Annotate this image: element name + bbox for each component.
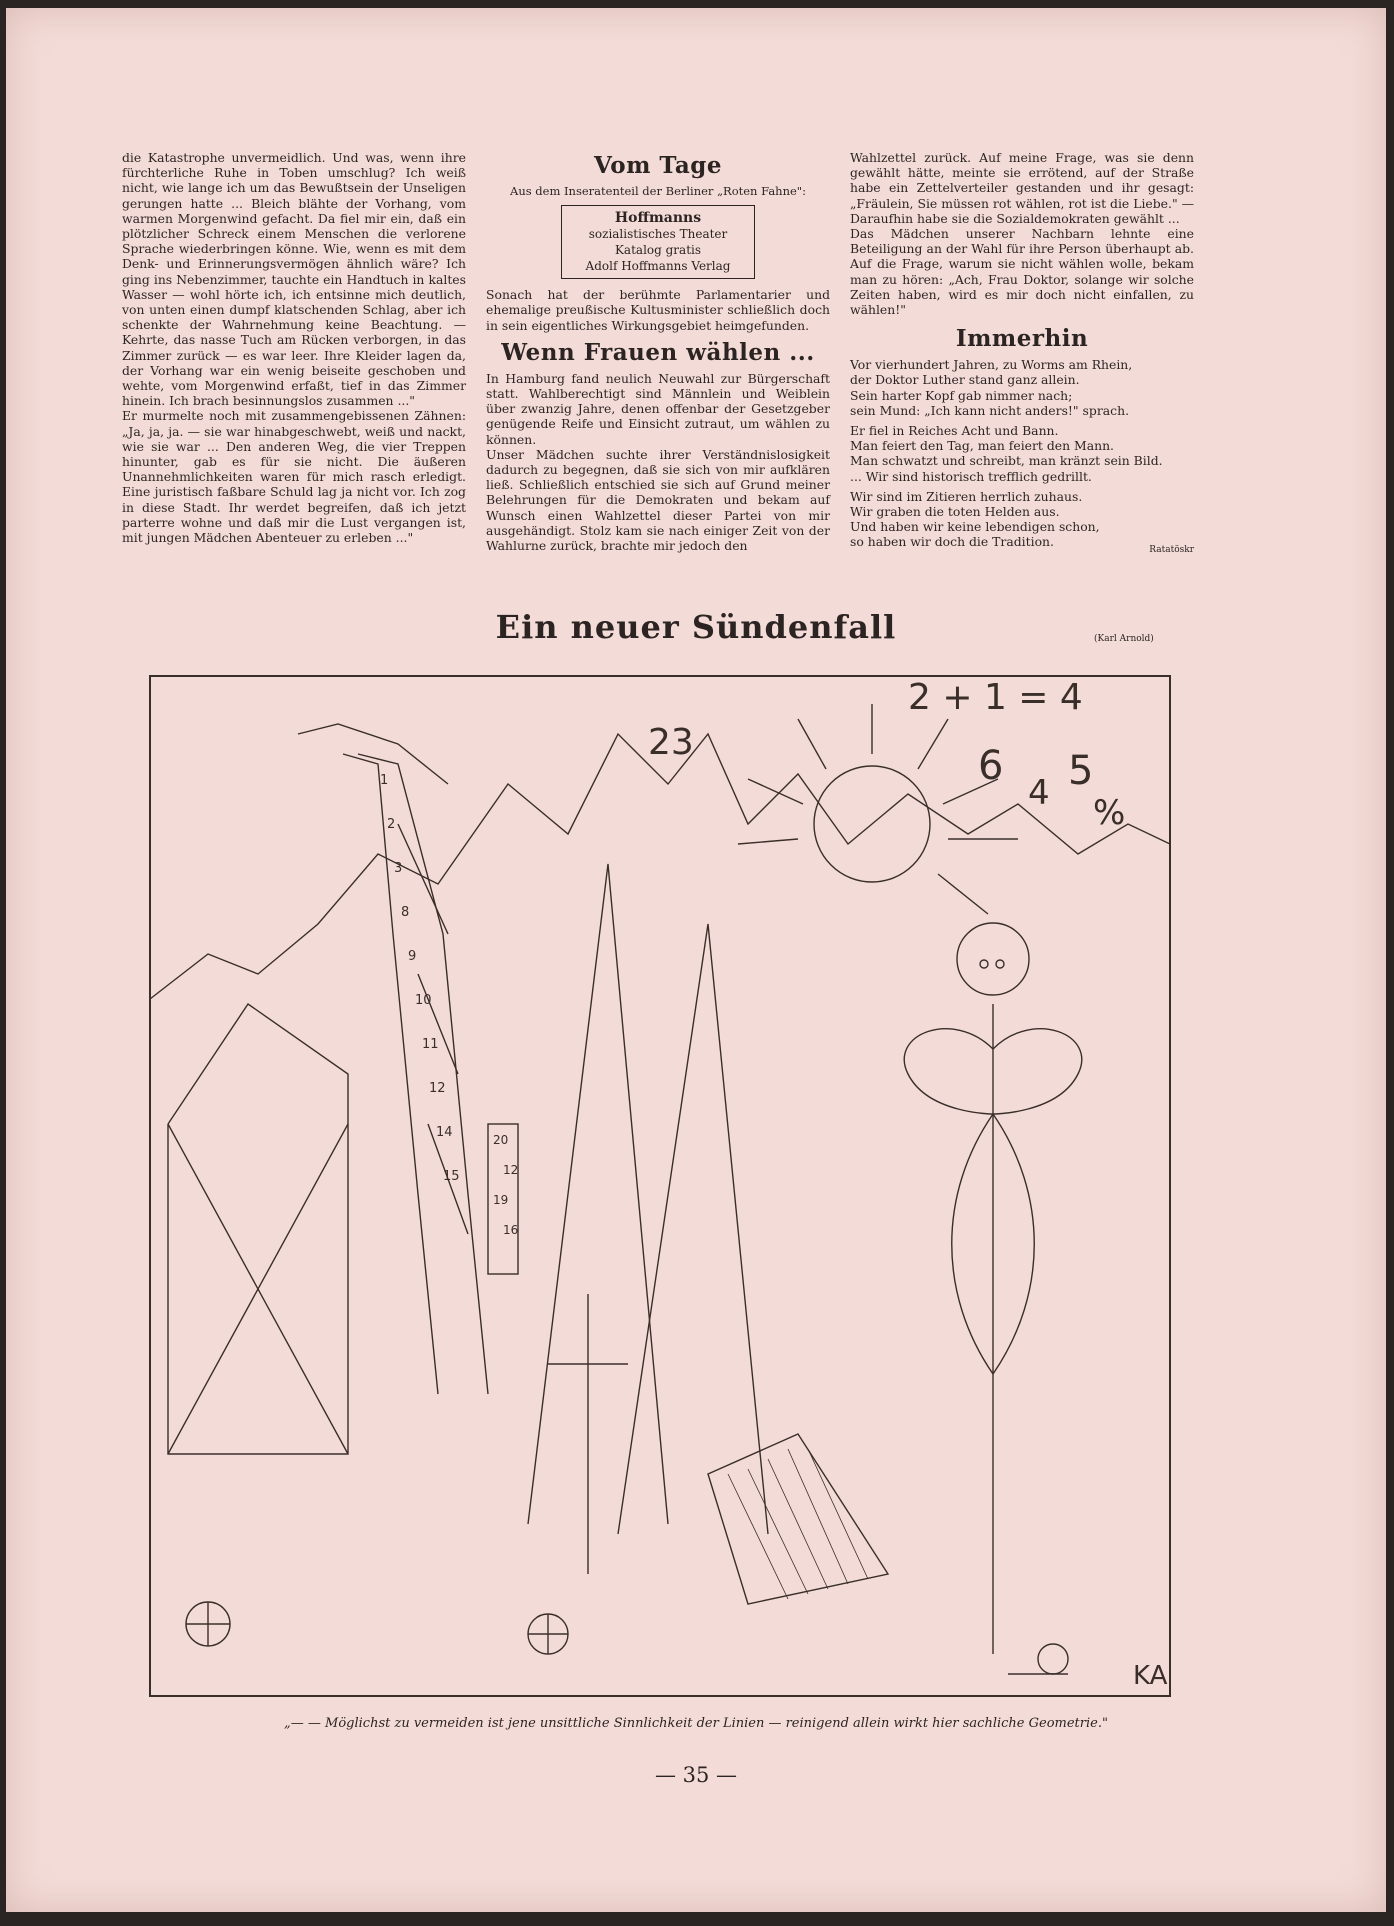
giraffe-number: 1 (380, 773, 389, 788)
giraffe-number: 2 (387, 817, 396, 832)
ad-line: Hoffmanns (614, 210, 702, 227)
page-number: — 35 — (654, 1763, 738, 1787)
column-3 (850, 150, 1194, 558)
giraffe-number: 8 (401, 905, 410, 920)
poem-stanza: Er fiel in Reiches Acht und Bann. Man feiert den Tag, man feiert den Mann. Man schwatzt und schreibt, man kränzt sein Bild. ... Wir sind historisch trefflich gedrillt. (850, 423, 1163, 484)
spider-web-icon (186, 1602, 568, 1654)
cartoon-caption: „— — Möglichst zu vermeiden ist jene unsittliche Sinnlichkeit der Linien — reinigend allein wirkt hier sachliche Geometrie." (284, 1716, 1108, 1731)
tower-number: 20 (493, 1133, 509, 1147)
artist-monogram: KA (1133, 1661, 1168, 1691)
poem-stanza: Wir sind im Zitieren herrlich zuhaus. Wir graben die toten Helden aus. Und haben wir keine lebendigen schon, so haben wir doch die Tradition. (850, 488, 1100, 550)
poem-immerhin (850, 357, 1194, 555)
giraffe-number: 11 (422, 1037, 439, 1052)
number-23: 23 (648, 722, 694, 763)
subheading-inseratenteil: Aus dem Inseratenteil der Berliner „Roten Fahne": (510, 184, 806, 198)
tower-number: 12 (503, 1163, 519, 1177)
tower-number: 16 (503, 1223, 519, 1237)
poem-stanza: Vor vierhundert Jahren, zu Worms am Rhein, der Doktor Luther stand ganz allein. Sein harter Kopf gab nimmer nach; sein Mund: „Ich kann nicht anders!" sprach. (850, 357, 1133, 418)
column-2 (486, 150, 830, 553)
giraffe-number: 10 (415, 993, 432, 1008)
tower-numbers (493, 1133, 518, 1237)
ad-line: Adolf Hoffmanns Verlag (585, 259, 731, 274)
figure-head (957, 923, 1029, 995)
giraffe-number: 3 (394, 861, 403, 876)
snail-icon (1038, 1644, 1068, 1674)
sun-number: 4 (1028, 773, 1050, 813)
cartoon-drawing (148, 674, 1172, 1698)
heading-immerhin: Immerhin (955, 325, 1089, 353)
column-1 (122, 150, 466, 545)
sun-number: 5 (1068, 748, 1094, 794)
equation-text: 2 + 1 = 4 (908, 677, 1083, 718)
tower-number: 19 (493, 1193, 509, 1207)
ad-line: Katalog gratis (614, 243, 702, 258)
sun-number: 6 (978, 743, 1004, 789)
sun-number: % (1093, 793, 1126, 833)
sun-rays (738, 704, 1018, 914)
giraffe-number: 12 (429, 1081, 446, 1096)
paragraph-frauen-waehlen: In Hamburg fand neulich Neuwahl zur Bürgerschaft statt. Wahlberechtigt sind Männlein und Weiblein über zwanzig Jahre, denen offenbar der Gesetzgeber genügende Reife und Einsicht zutraut, um wählen zu können. Unser Mädchen suchte ihrer Verständnislosigkeit dadurch zu begegnen, daß sie sich von mir aufklären ließ. Schließlich entschied sie sich auf Grund meiner Belehrungen für die Demokraten und bekam auf Wunsch einen Wahlzettel dieser Partei von mir ausgehändigt. Stolz kam sie nach einiger Zeit von der Wahlurne zurück, brachte mir jedoch den (486, 370, 830, 554)
cartoon-title: Ein neuer Sündenfall (495, 608, 897, 646)
giraffe-number: 15 (443, 1169, 460, 1184)
hatched-figure (708, 1434, 888, 1604)
paragraph-wahlzettel: Wahlzettel zurück. Auf meine Frage, was sie denn gewählt hätte, meinte sie errötend, auf der Straße habe ein Zettelverteiler gestanden und ihr gesagt: „Fräulein, Sie müssen rot wählen, rot ist die Liebe." — Daraufhin habe sie die Sozialdemokraten gewählt ... Das Mädchen unserer Nachbarn lehnte eine Beteiligung an der Wahl für ihre Person überhaupt ab. Auf die Frage, warum sie nicht wählen wolle, bekam man zu hören: „Ach, Frau Doktor, solange wir solche Zeiten haben, wird es mir doch nicht einfallen, zu wählen!" (850, 150, 1194, 318)
poem-signature: Ratatöskr (1149, 544, 1194, 555)
column-1-text: die Katastrophe unvermeidlich. Und was, wenn ihre fürchterliche Ruhe in Toben umschlug? Ich weiß nicht, wie lange ich um das Bewußtsein der Unseligen gerungen hatte ... Bleich blähte der Vorhang, vom warmen Morgenwind gefacht. Da fiel mir ein, daß ein plötzlicher Schreck einem Menschen die verlorene Sprache wiederbringen könne. Wie, wenn es mit dem Denk- und Erinnerungsvermögen ähnlich wäre? Ich ging ins Nebenzimmer, tauchte ein Handtuch in kaltes Wasser — wohl hörte ich, ich entsinne mich deutlich, von unten einen dumpf klatschenden Schlag, aber ich schenkte der Wahrnehmung keine Beachtung. — Kehrte, das nasse Tuch am Rücken verborgen, in das Zimmer zurück — es war leer. Ihre Kleider lagen da, der Vorhang war ein wenig beiseite geschoben und wehte, vom Morgenwind erfaßt, tief in das Zimmer hinein. Ich brach besinnungslos zusammen ..." Er murmelte noch mit zusammengebissenen Zähnen: „Ja, ja, ja. — sie war hinabgeschwebt, weiß und nackt, wie sie war ... Den anderen Weg, die vier Treppen hinunter, gab es für sie nicht. Die äußeren Unannehmlichkeiten waren für mich rasch erledigt. Eine juristisch faßbare Schuld lag ja nicht vor. Ich zog in diese Stadt. Ihr werdet begreifen, daß ich jetzt parterre wohne und daß mir die Lust vergangen ist, mit jungen Mädchen Abenteuer zu erleben ..." (122, 150, 466, 546)
paragraph-after-ad: Sonach hat der berühmte Parlamentarier und ehemalige preußische Kultusminister schließlich doch in sein eigentliches Wirkungsgebiet heimgefunden. (486, 287, 830, 333)
heading-vom-tage: Vom Tage (594, 152, 722, 179)
cartoon-credit: (Karl Arnold) (1094, 634, 1154, 644)
magazine-page (6, 8, 1386, 1912)
giraffe-number: 9 (408, 949, 417, 964)
advertisement-box (561, 205, 755, 279)
giraffe-number: 14 (436, 1125, 453, 1140)
ad-line: sozialistisches Theater (588, 227, 728, 242)
heading-wenn-frauen-waehlen: Wenn Frauen wählen ... (501, 338, 815, 366)
